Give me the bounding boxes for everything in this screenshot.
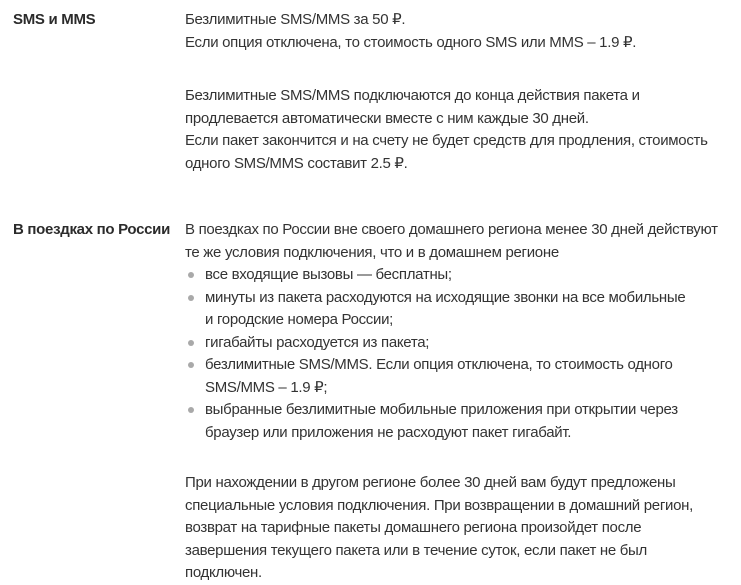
list-item-text	[205, 332, 739, 355]
list-item-text	[205, 354, 739, 399]
text-line: и городские номера России;	[205, 311, 394, 328]
text-line: продлевается автоматически вместе с ним каждые 30 дней.	[185, 109, 589, 127]
text-line: Безлимитные SMS/MMS за 50 ₽.	[185, 11, 406, 28]
text-line: все входящие вызовы — бесплатны;	[205, 266, 452, 283]
bullet-dot-icon	[185, 287, 205, 310]
text-line: SMS/MMS – 1.9 ₽;	[205, 378, 328, 396]
text-line: завершения текущего пакета или в течение суток, если пакет не был	[185, 541, 647, 559]
list-item-text	[205, 287, 739, 332]
paragraph-sms-renewal	[185, 85, 739, 175]
text-line: Безлимитные SMS/MMS подключаются до конца действия пакета и	[185, 87, 640, 104]
bullet-dot-icon	[185, 332, 205, 355]
text-line: выбранные безлимитные мобильные приложения при открытии через	[205, 401, 678, 418]
paragraph-travel-long-stay	[185, 472, 739, 585]
list-item	[185, 332, 739, 355]
text-line: При нахождении в другом регионе более 30 дней вам будут предложены	[185, 474, 676, 491]
list-item	[185, 354, 739, 399]
text-line: Если пакет закончится и на счету не будет средств для продления, стоимость	[185, 132, 708, 149]
paragraph-sms-pricing	[185, 9, 739, 54]
list-item	[185, 399, 739, 444]
list-item-text	[205, 399, 739, 444]
text-line: В поездках по России вне своего домашнего региона менее 30 дней действуют	[185, 221, 718, 238]
text-line: браузер или приложения не расходуют пакет гигабайт.	[205, 423, 572, 441]
list-item	[185, 287, 739, 332]
text-line: Если опция отключена, то стоимость одного SMS или MMS – 1.9 ₽.	[185, 33, 637, 51]
bullet-dot-icon	[185, 399, 205, 422]
text-line: те же условия подключения, что и в домашнем регионе	[185, 243, 559, 261]
section-label-sms-mms: SMS и MMS	[13, 11, 96, 28]
text-line: безлимитные SMS/MMS. Если опция отключена, то стоимость одного	[205, 356, 673, 373]
text-line: гигабайты расходуется из пакета;	[205, 333, 430, 351]
text-line: подключен.	[185, 564, 262, 581]
section-travel-russia	[0, 219, 741, 585]
list-item-text	[205, 264, 739, 287]
section-content-travel-russia	[185, 219, 741, 585]
text-line: минуты из пакета расходуются на исходящие звонки на все мобильные	[205, 288, 686, 306]
section-content-sms-mms	[185, 9, 741, 175]
text-line: специальные условия подключения. При возвращении в домашний регион,	[185, 496, 693, 514]
section-label-travel-russia: В поездках по России	[13, 221, 171, 238]
paragraph-travel-intro	[185, 219, 739, 264]
bullet-dot-icon	[185, 354, 205, 377]
text-line: одного SMS/MMS составит 2.5 ₽.	[185, 154, 408, 172]
text-line: возврат на тарифные пакеты домашнего региона произойдет после	[185, 519, 642, 536]
section-sms-mms	[0, 9, 741, 175]
travel-conditions-list	[185, 264, 739, 444]
list-item	[185, 264, 739, 287]
bullet-dot-icon	[185, 264, 205, 287]
